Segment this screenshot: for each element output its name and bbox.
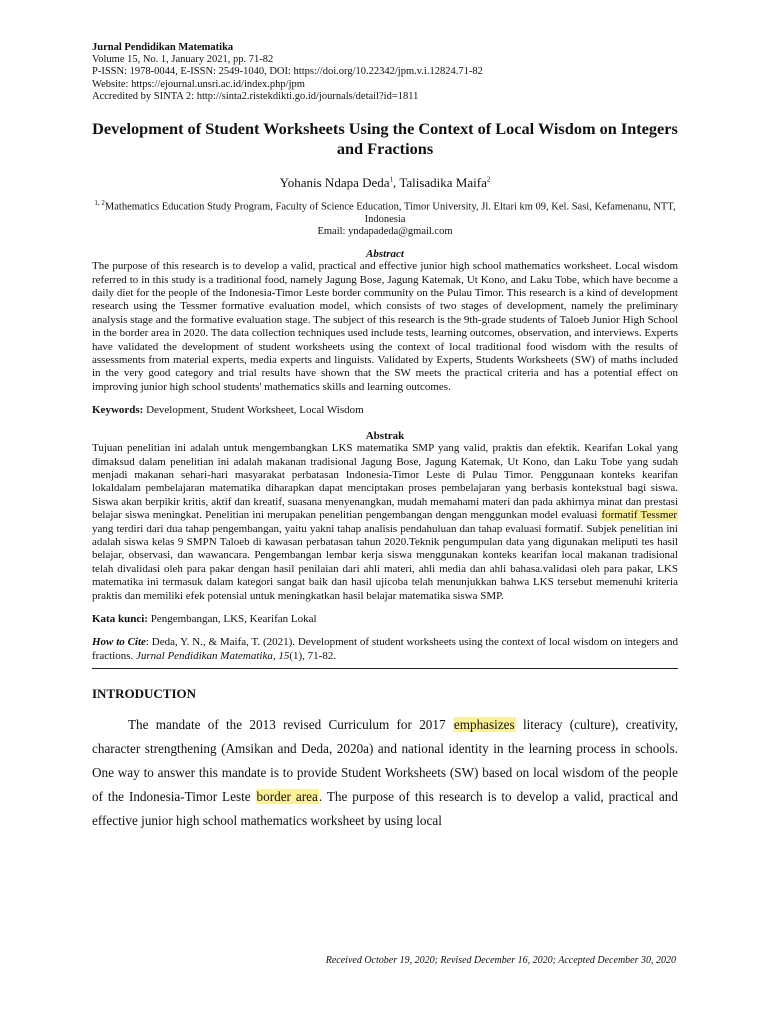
author-1: Yohanis Ndapa Deda — [279, 175, 390, 191]
kata-kunci-values: Pengembangan, LKS, Kearifan Lokal — [150, 613, 317, 626]
intro-highlight-2: border area — [256, 789, 318, 805]
abstrak-text-2: yang terdiri dari dua tahap pengembangan, yaitu yakni tahap analisis pendahuluan dan tahap evaluasi formatif. Subjek penelitian ini adalah siswa kelas 9 SMPN Taloeb di kawasan perbatasan tahun 2020.Teknik pengumpulan data yang digunakan meliputi tes hasil belajar, observasi, dan wawancara. Pengembangan lembar kerja siswa menggunakan konteks kearifan local makanan tradisional telah divalidasi oleh para pakar dengan hasil penilaian dari ahli materi, ahli media dan ahli bahasa.validasi oleh para pakar, LKS matematika ini termasuk dalam kategori sangat baik dan hasil ujicoba telah menunjukkan bahwa LKS tersebut memenuhi kriteria praktis dan memiliki efek potensial untuk meningkatkan hasil belajar matematika siswa SMP. — [92, 522, 678, 602]
received-dates: Received October 19, 2020; Revised December 16, 2020; Accepted December 30, 2020 — [325, 955, 676, 966]
introduction-text — [92, 713, 678, 833]
keywords-values: Development, Student Worksheet, Local Wisdom — [146, 404, 364, 417]
authors — [92, 175, 678, 191]
paper-title: Development of Student Worksheets Using the Context of Local Wisdom on Integers and Fractions — [92, 119, 678, 159]
cite-label: How to Cite — [92, 636, 146, 649]
affiliation-sup: 1, 2 — [94, 199, 105, 208]
intro-highlight-1: emphasizes — [453, 717, 515, 733]
abstrak-text-1: Tujuan penelitian ini adalah untuk mengembangkan LKS matematika SMP yang valid, praktis dan efektik. Kearifan Lokal yang dimaksud dalam penelitian ini adalah makanan tradisional Jagung Bose, Jagung Katemak, Ut Kono, dan Laku Tobe yang sudah menjadi makanan sehari-hari masyarakat perbatasan Indonesia-Timor Leste di Pulau Timor. Penggunaan konteks kearifan lokaldalam pembelajaran matematika diharapkan dapat menciptakan proses pembelajaran yang berbasis kontekstual bagi siswa. Siswa akan berpikir kritis, aktif dan kreatif, suasana menyenangkan, mudah memahami materi dan pada akhirnya minat dan prestasi belajar siswa meningkat. Penelitian ini merupakan penelitian pengembangan dengan menggunkan model evaluasi — [92, 442, 678, 522]
journal-volume: Volume 15, No. 1, January 2021, pp. 71-82 — [92, 54, 274, 66]
abstract-keywords — [92, 404, 678, 416]
affiliation — [92, 197, 678, 238]
journal-website[interactable]: Website: https://ejournal.unsri.ac.id/index.php/jpm — [92, 78, 305, 90]
abstract-heading: Abstract — [366, 248, 404, 261]
cite-text: : Deda, Y. N., & Maifa, T. (2021). Development of student worksheets using the context of local wisdom on integers and fractions. — [92, 636, 678, 663]
cite-journal: Jurnal Pendidikan Matematika, 15 — [135, 650, 290, 663]
journal-header — [92, 42, 678, 103]
abstrak-text — [92, 442, 678, 603]
introduction-heading: INTRODUCTION — [92, 686, 197, 702]
affiliation-text: Mathematics Education Study Program, Faculty of Science Education, Timor University, Jl. Eltari km 09, Kel. Sasi, Kefamenanu, NTT, Indonesia — [104, 201, 676, 225]
abstract-text: The purpose of this research is to develop a valid, practical and effective junior high school mathematics worksheet. Local wisdom referred to in this study is a traditional food, namely Jagung Bose, Jagung Katemak, Ut Kono, and Laku Tobe, which have become a daily diet for the people of the Indonesia-Timor Leste border community on the Pulau Timor. This research is a kind of development research using the Tessmer formative evaluation model, which consists of two stages of development, namely the preliminary analysis stage and the formative evaluation stage. The subject of this research is the 9th-grade students of Taloeb Junior High School in the border area in 2020. The data collection techniques used include tests, learning outcomes, observation, and interviews. Experts have validated the development of student worksheets using the context of local traditional food wisdom with the results of assessments from material experts, media experts and linguists. Validated by Experts, Students Worksheets (SW) of maths included in the very good category and trial results have shown that the SW meets the practical criteria and has a potential effect on improving junior high school students' mathematics skills and learning outcomes. — [92, 260, 678, 393]
author-email[interactable]: Email: yndapadeda@gmail.com — [317, 225, 453, 237]
journal-name: Jurnal Pendidikan Matematika — [92, 42, 234, 53]
abstrak-highlight: formatif Tessmer — [601, 509, 677, 522]
author-2-sup: 2 — [486, 175, 491, 184]
author-2: Talisadika Maifa — [399, 175, 487, 191]
kata-kunci-label: Kata kunci: — [92, 613, 148, 626]
cite-tail: (1), 71-82. — [289, 650, 337, 663]
paper-page — [92, 42, 678, 833]
journal-issn-doi: P-ISSN: 1978-0044, E-ISSN: 2549-1040, DOI: https://doi.org/10.22342/jpm.v.i.12824.71-82 — [92, 66, 483, 78]
intro-text-3: . The purpose of this research is to develop a valid, practical and effective junior high school mathematics worksheet by using local — [92, 789, 678, 829]
journal-accreditation[interactable]: Accredited by SINTA 2: http://sinta2.ristekdikti.go.id/journals/detail?id=1811 — [92, 90, 419, 102]
abstrak-heading: Abstrak — [365, 430, 405, 443]
author-separator: , — [393, 175, 400, 191]
how-to-cite — [92, 635, 678, 663]
author-1-sup: 1 — [389, 175, 394, 184]
intro-text-1: The mandate of the 2013 revised Curriculum for 2017 — [128, 717, 453, 733]
divider — [92, 668, 678, 669]
keywords-label: Keywords: — [92, 404, 144, 417]
intro-text-2: literacy (culture), creativity, character strengthening (Amsikan and Deda, 2020a) and national identity in the learning process in schools. One way to answer this mandate is to provide Student Worksheets (SW) based on local wisdom of the people of the Indonesia-Timor Leste — [92, 717, 678, 805]
abstrak-keywords — [92, 613, 678, 625]
